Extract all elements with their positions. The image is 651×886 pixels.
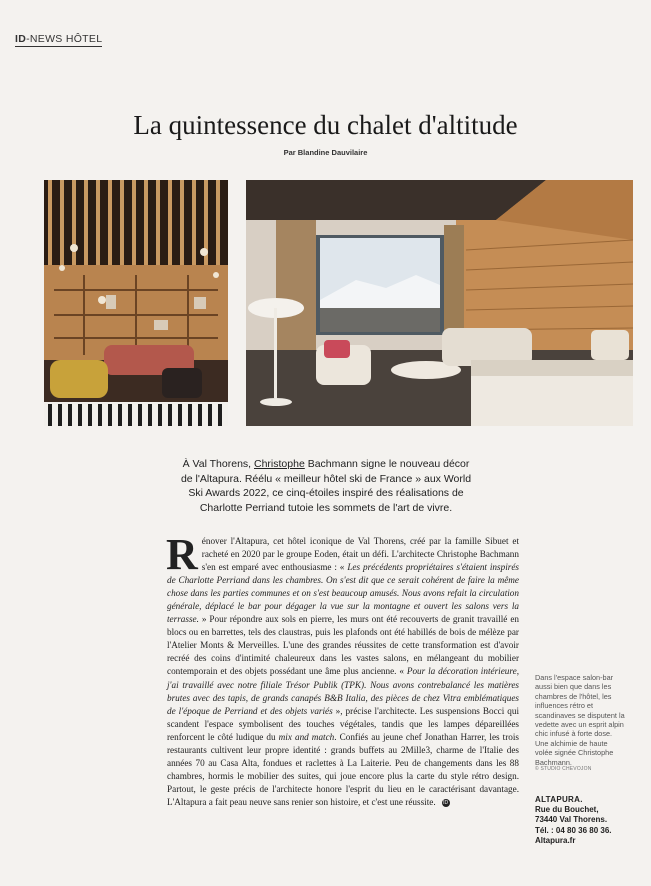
article-intro (176, 457, 476, 515)
photo-salon-bar (44, 180, 228, 426)
bedroom-image (246, 180, 633, 426)
hotel-street: Rue du Bouchet, (535, 805, 599, 815)
article-title: La quintessence du chalet d'altitude (133, 110, 518, 140)
rubric-prefix: ID (15, 33, 27, 45)
quote-1: Les précédents propriétaires s'étaient inspirés de Charlotte Perriand dans les chambres. On s'est dit que ce serait cohérent de faire la même chose dans les parties communes et on s'est beaucoup amusés. Nous avons refait la circulation générale, déplacé le bar pour dégager la vue sur la montagne et ouvert les salons vers la terrasse. (167, 562, 519, 625)
section-rubric (15, 33, 102, 47)
body-paragraph-1: énover l'Altapura, cet hôtel iconique de Val Thorens, créé par la famille Sibuet et racheté en 2020 par le groupe Eoden, était un défi. L'architecte Christophe Bachmann s'en est emparé avec enthousiasme : « (201, 536, 519, 573)
intro-text-start: À Val Thorens, (182, 458, 254, 470)
drop-cap: R (166, 530, 198, 579)
body-paragraph-3: », précise l'architecte. Les suspensions Bocci qui scandent l'espace symbolisent des touches végétales, tandis que les lampes dépareillées renforcent le côté ludique du (167, 705, 520, 742)
article-body (166, 530, 520, 809)
quote-2: Pour la décoration intérieure, j'ai travaillé avec notre filiale Trésor Publik (TPK). Nous avons contrebalancé les matières brutes avec des tapis, de grands canapés B&B Italia, des pièces de chez Vitra emblématiques de l'époque de Perriand et des objets variés (167, 666, 519, 716)
article-byline: Par Blandine Dauvilaire (283, 148, 368, 157)
end-mark-icon: ID (443, 799, 449, 806)
quote-3: mix and match (278, 731, 335, 742)
intro-underlined-name: Christophe (254, 458, 305, 470)
body-paragraph-2: » Pour répondre aux sols en pierre, les murs ont été recouverts de granit travaillé en blocs ou en barrettes, tels des claustras, puis les plafonds ont été habillés de bois de mélèze par l'Atelier Monts & Merveilles. L'une des grandes réussites de cette transformation est d'avoir recréé des coins d'intimité chaleureux dans les vastes salons, en mélangeant du mobilier contemporain et des objets possédant une âme plus ancienne. « (167, 614, 519, 677)
rubric-label: -NEWS HÔTEL (26, 33, 103, 45)
salon-bar-image (44, 180, 228, 426)
hotel-city: 73440 Val Thorens. (535, 815, 608, 825)
photo-bedroom (246, 180, 633, 426)
photo-caption: Dans l'espace salon-bar aussi bien que dans les chambres de l'hôtel, les influences rétro et scandinaves se disputent la vedette avec un esprit alpin chic infusé à forte dose. Une alchimie de haute volée signée Christophe Bachmann. (535, 673, 625, 767)
hotel-info (535, 795, 635, 846)
hotel-phone: Tél. : 04 80 36 80 36. (535, 825, 612, 835)
photo-credit: © STUDIO CHEVOJON (535, 766, 592, 772)
hotel-name: ALTAPURA. (535, 795, 583, 804)
hotel-website: Altapura.fr (535, 835, 576, 845)
intro-text-end: Bachmann signe le nouveau décor de l'Altapura. Réélu « meilleur hôtel ski de France » aux World Ski Awards 2022, ce cinq-étoiles inspiré des réalisations de Charlotte Perriand tutoie les sommets de l'art de vivre. (180, 458, 472, 514)
body-paragraph-4: . Confiés au jeune chef Jonathan Harrer, les trois restaurants cultivent leur propre identité : grands buffets au 2Mille3, charme de l'Italie des années 70 au Casa Alta, fondues et raclettes à La Laiterie. Peu de changements dans les 88 chambres, hormis le mobilier des suites, qui joue encore plus la carte du style rétro design. Partout, le geste précis de l'architecte honore l'esprit du lieu en le caractérisant davantage. L'Altapura a fait peau neuve sans renier son histoire, et c'est une réussite. (167, 731, 519, 807)
